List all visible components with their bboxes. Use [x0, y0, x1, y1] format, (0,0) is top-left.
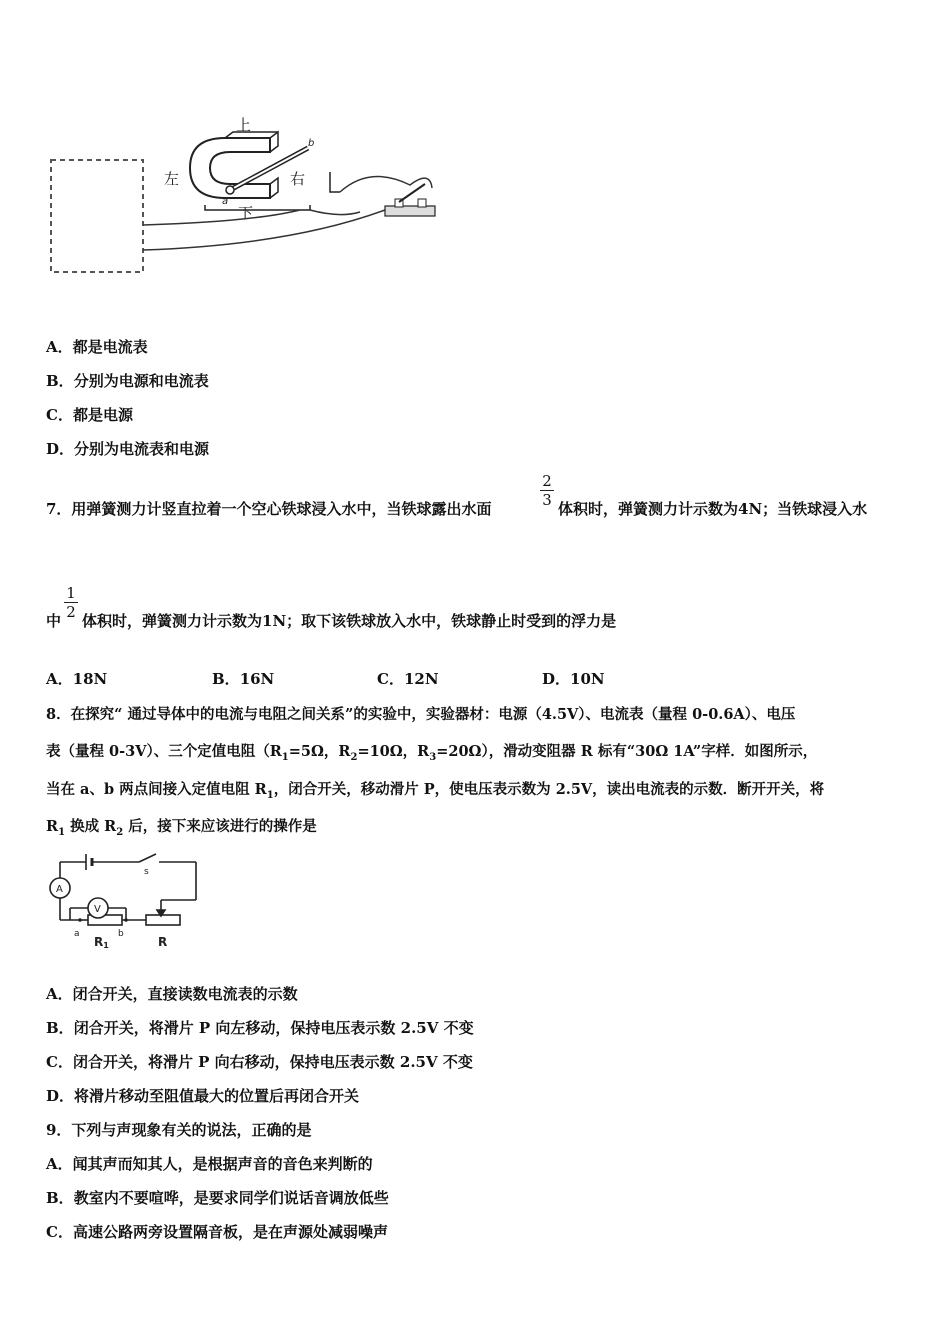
q7-option-b[interactable]: B．16N: [212, 670, 275, 688]
label-up: 上: [236, 116, 252, 134]
q7-option-c[interactable]: C．12N: [377, 670, 439, 688]
unknown-device-box: [51, 160, 143, 272]
q7-option-a[interactable]: A．18N: [46, 670, 108, 688]
q9-option-a[interactable]: A．闻其声而知其人，是根据声音的音色来判断的: [46, 1155, 373, 1173]
q9-stem: 9．下列与声现象有关的说法，正确的是: [46, 1121, 312, 1139]
q6-option-b[interactable]: B．分别为电源和电流表: [46, 372, 209, 390]
label-left: 左: [164, 170, 180, 188]
label-b: b: [308, 138, 315, 149]
label-right: 右: [290, 170, 306, 188]
q7-fraction-1: 2 3: [540, 473, 554, 508]
q8-stem-line4: $R_1$ 换成 $R_2$ 后，接下来应该进行的操作是: [46, 818, 317, 838]
q8-option-d[interactable]: D．将滑片移动至阻值最大的位置后再闭合开关: [46, 1087, 360, 1105]
ammeter-label: A: [56, 884, 63, 895]
switch-blade: [139, 854, 156, 862]
switch-label: s: [144, 867, 149, 877]
rheostat-r: [146, 915, 180, 925]
point-a-label: a: [74, 929, 80, 939]
label-a: a: [222, 196, 229, 207]
q7-fraction-2: 1 2: [64, 585, 78, 620]
wire-4: [310, 210, 360, 215]
q8-stem-line2: 表（量程 0-3V）、三个定值电阻（$R_1=5\Omega$，$R_2=10\Omega$，$R_3=20\Omega$），滑动变阻器 R 标有“30Ω 1A”字样．如图所示，: [46, 743, 818, 763]
q8-option-a[interactable]: A．闭合开关，直接读数电流表的示数: [46, 985, 298, 1003]
voltmeter-label: V: [94, 904, 101, 915]
r1-label: R1: [94, 935, 109, 950]
q8-option-b[interactable]: B．闭合开关，将滑片 P 向左移动，保持电压表示数 2.5V 不变: [46, 1019, 474, 1037]
q7-option-d[interactable]: D．10N: [542, 670, 605, 688]
label-down: 下: [238, 204, 254, 222]
q8-stem-line3: 当在 a、b 两点间接入定值电阻 $R_1$，闭合开关，移动滑片 P，使电压表示数为 2.5V，读出电流表的示数．断开开关，将: [46, 781, 825, 801]
magnet-experiment-figure: [40, 110, 460, 285]
q7-stem-line1a: 7．用弹簧测力计竖直拉着一个空心铁球浸入水中，当铁球露出水面: [46, 500, 492, 518]
q7-stem-line1b: 体积时，弹簧测力计示数为4N；当铁球浸入水: [558, 500, 868, 518]
r-label: R: [158, 935, 168, 949]
q9-option-b[interactable]: B．教室内不要喧哗，是要求同学们说话音调放低些: [46, 1189, 389, 1207]
q6-option-c[interactable]: C．都是电源: [46, 406, 133, 424]
q7-stem-line2a: 中: [46, 612, 62, 630]
q8-option-c[interactable]: C．闭合开关，将滑片 P 向右移动，保持电压表示数 2.5V 不变: [46, 1053, 473, 1071]
q6-option-a[interactable]: A．都是电流表: [46, 338, 148, 356]
q9-option-c[interactable]: C．高速公路两旁设置隔音板，是在声源处减弱噪声: [46, 1223, 388, 1241]
q8-stem-line1: 8．在探究“ 通过导体中的电流与电阻之间关系”的实验中，实验器材：电源（4.5V）、电流表（量程 0-0.6A）、电压: [46, 706, 796, 723]
q6-option-d[interactable]: D．分别为电流表和电源: [46, 440, 210, 458]
wire-1: [143, 210, 300, 225]
point-b-label: b: [118, 929, 124, 939]
q7-stem-line2b: 体积时，弹簧测力计示数为1N；取下该铁球放入水中，铁球静止时受到的浮力是: [82, 612, 617, 630]
q8-circuit-diagram: [44, 848, 204, 952]
knife-switch: [385, 184, 435, 216]
